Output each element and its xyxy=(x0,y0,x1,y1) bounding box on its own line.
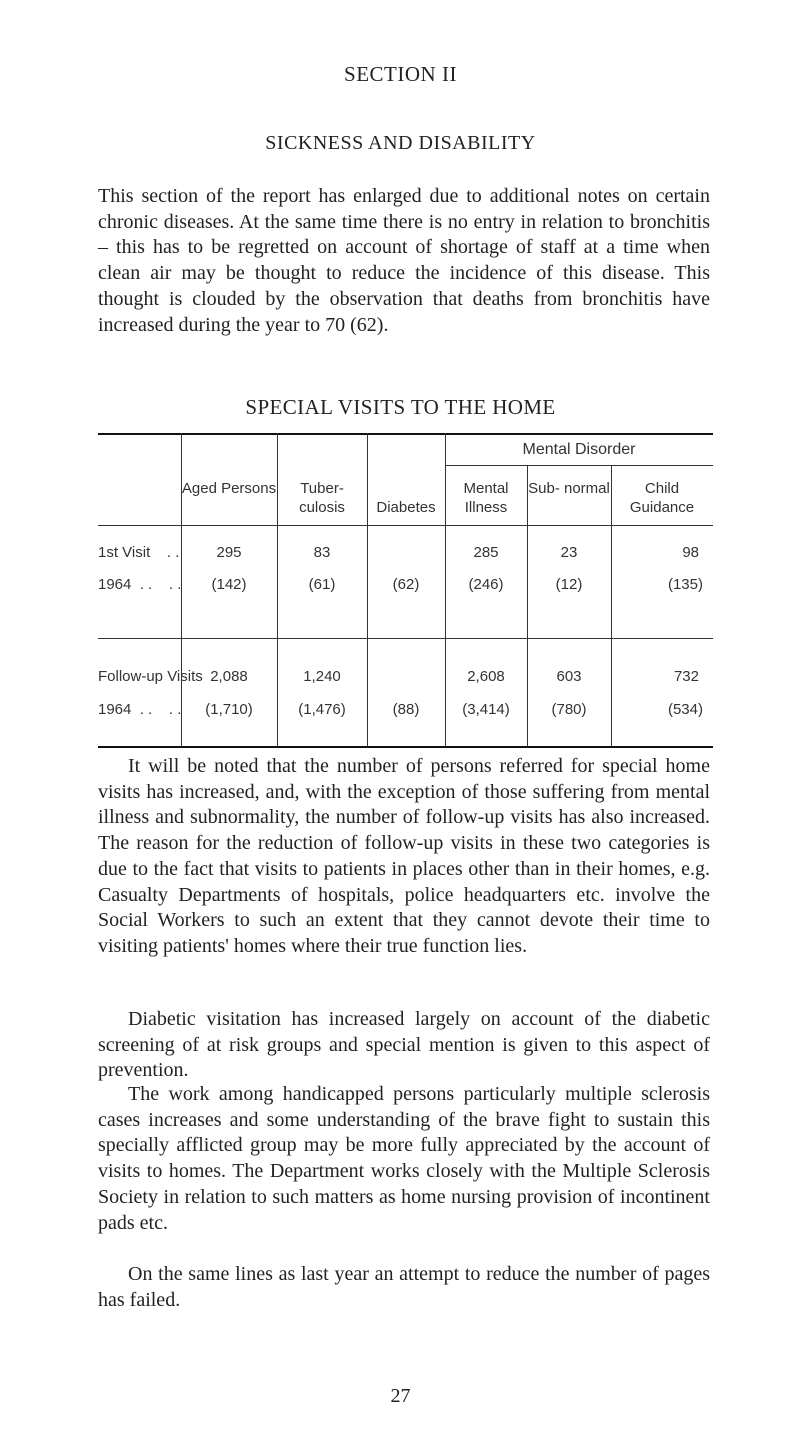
group-header-rule xyxy=(445,465,713,466)
table-bottom-rule xyxy=(98,746,713,748)
table-cell: (780) xyxy=(551,701,587,718)
row-label-first-visit: 1st Visit . . xyxy=(98,544,180,561)
mental-disorder-header: Mental Disorder xyxy=(522,441,636,458)
row-label-follow-up: Follow-up Visits xyxy=(98,668,203,685)
table-cell: 2,608 xyxy=(467,668,505,685)
table-cell: 23 xyxy=(560,544,578,561)
header-bottom-rule xyxy=(98,525,713,526)
body-paragraph: On the same lines as last year an attempt to reduce the number of pages has failed. xyxy=(98,1263,710,1311)
section-subtitle: SICKNESS AND DISABILITY xyxy=(265,132,536,154)
table-cell: (534) xyxy=(667,701,703,718)
section-title: SECTION II xyxy=(344,62,457,86)
table-cell: 295 xyxy=(216,544,242,561)
col-header-diabetes: Diabetes xyxy=(376,499,436,516)
col-header-tuberculosis: Tuber- culosis xyxy=(299,480,345,516)
table-cell: 732 xyxy=(673,668,699,685)
table-cell: (1,476) xyxy=(298,701,346,718)
col-header-child-guidance: Child Guidance xyxy=(629,480,695,516)
row-label-year: 1964 . . . . xyxy=(98,701,182,718)
table-cell: (1,710) xyxy=(205,701,253,718)
table-top-rule xyxy=(98,433,713,435)
table-cell: 83 xyxy=(313,544,331,561)
col-header-mental-illness: Mental Illness xyxy=(463,480,509,516)
table-cell: (61) xyxy=(308,576,336,593)
table-cell: 603 xyxy=(556,668,582,685)
row-divider xyxy=(98,638,713,639)
col-header-aged-persons: Aged Persons xyxy=(181,480,277,497)
table-cell: (142) xyxy=(211,576,247,593)
table-title: SPECIAL VISITS TO THE HOME xyxy=(245,395,556,419)
intro-paragraph: This section of the report has enlarged due to additional notes on certain chronic diseases. At the same time there is no entry in relation to bronchitis – this has to be regretted on account of shortage of staff at a time when clean air may be thought to reduce the incidence of this disease. This thought is clouded by the observation that deaths from bronchitis have increased during the year to 70 (62). xyxy=(98,185,710,336)
table-cell: 98 xyxy=(682,544,699,561)
table-cell: 285 xyxy=(473,544,499,561)
table-cell: 2,088 xyxy=(210,668,248,685)
table-cell: (62) xyxy=(392,576,420,593)
table-cell: 1,240 xyxy=(303,668,341,685)
table-cell: (246) xyxy=(468,576,504,593)
row-label-year: 1964 . . . . xyxy=(98,576,182,593)
body-paragraph: The work among handicapped persons particularly multiple sclerosis cases increases and some understanding of the brave fight to sustain this specially afflicted group may be more fully appreciated by the account of visits to homes. The Department works closely with the Multiple Sclerosis Society in relation to such matters as home nursing provision of incontinent pads etc. xyxy=(98,1083,710,1234)
table-cell: (12) xyxy=(555,576,583,593)
table-cell: (88) xyxy=(392,701,420,718)
table-cell: (135) xyxy=(667,576,703,593)
page-number: 27 xyxy=(390,1385,411,1407)
body-paragraph: Diabetic visitation has increased largely on account of the diabetic screening of at risk groups and special mention is given to this aspect of prevention. xyxy=(98,1008,710,1082)
col-header-subnormal: Sub- normal xyxy=(528,480,610,497)
body-paragraph: It will be noted that the number of persons referred for special home visits has increased, and, with the exception of those suffering from mental illness and subnormality, the number of follow-up visits has also increased. The reason for the reduction of follow-up visits in these two categories is due to the fact that visits to patients in places other than in their homes, e.g. Casualty Departments of hospitals, police headquarters etc. involve the Social Workers to such an extent that they cannot devote their time to visiting patients' homes where their true function lies. xyxy=(98,755,710,957)
table-cell: (3,414) xyxy=(462,701,510,718)
